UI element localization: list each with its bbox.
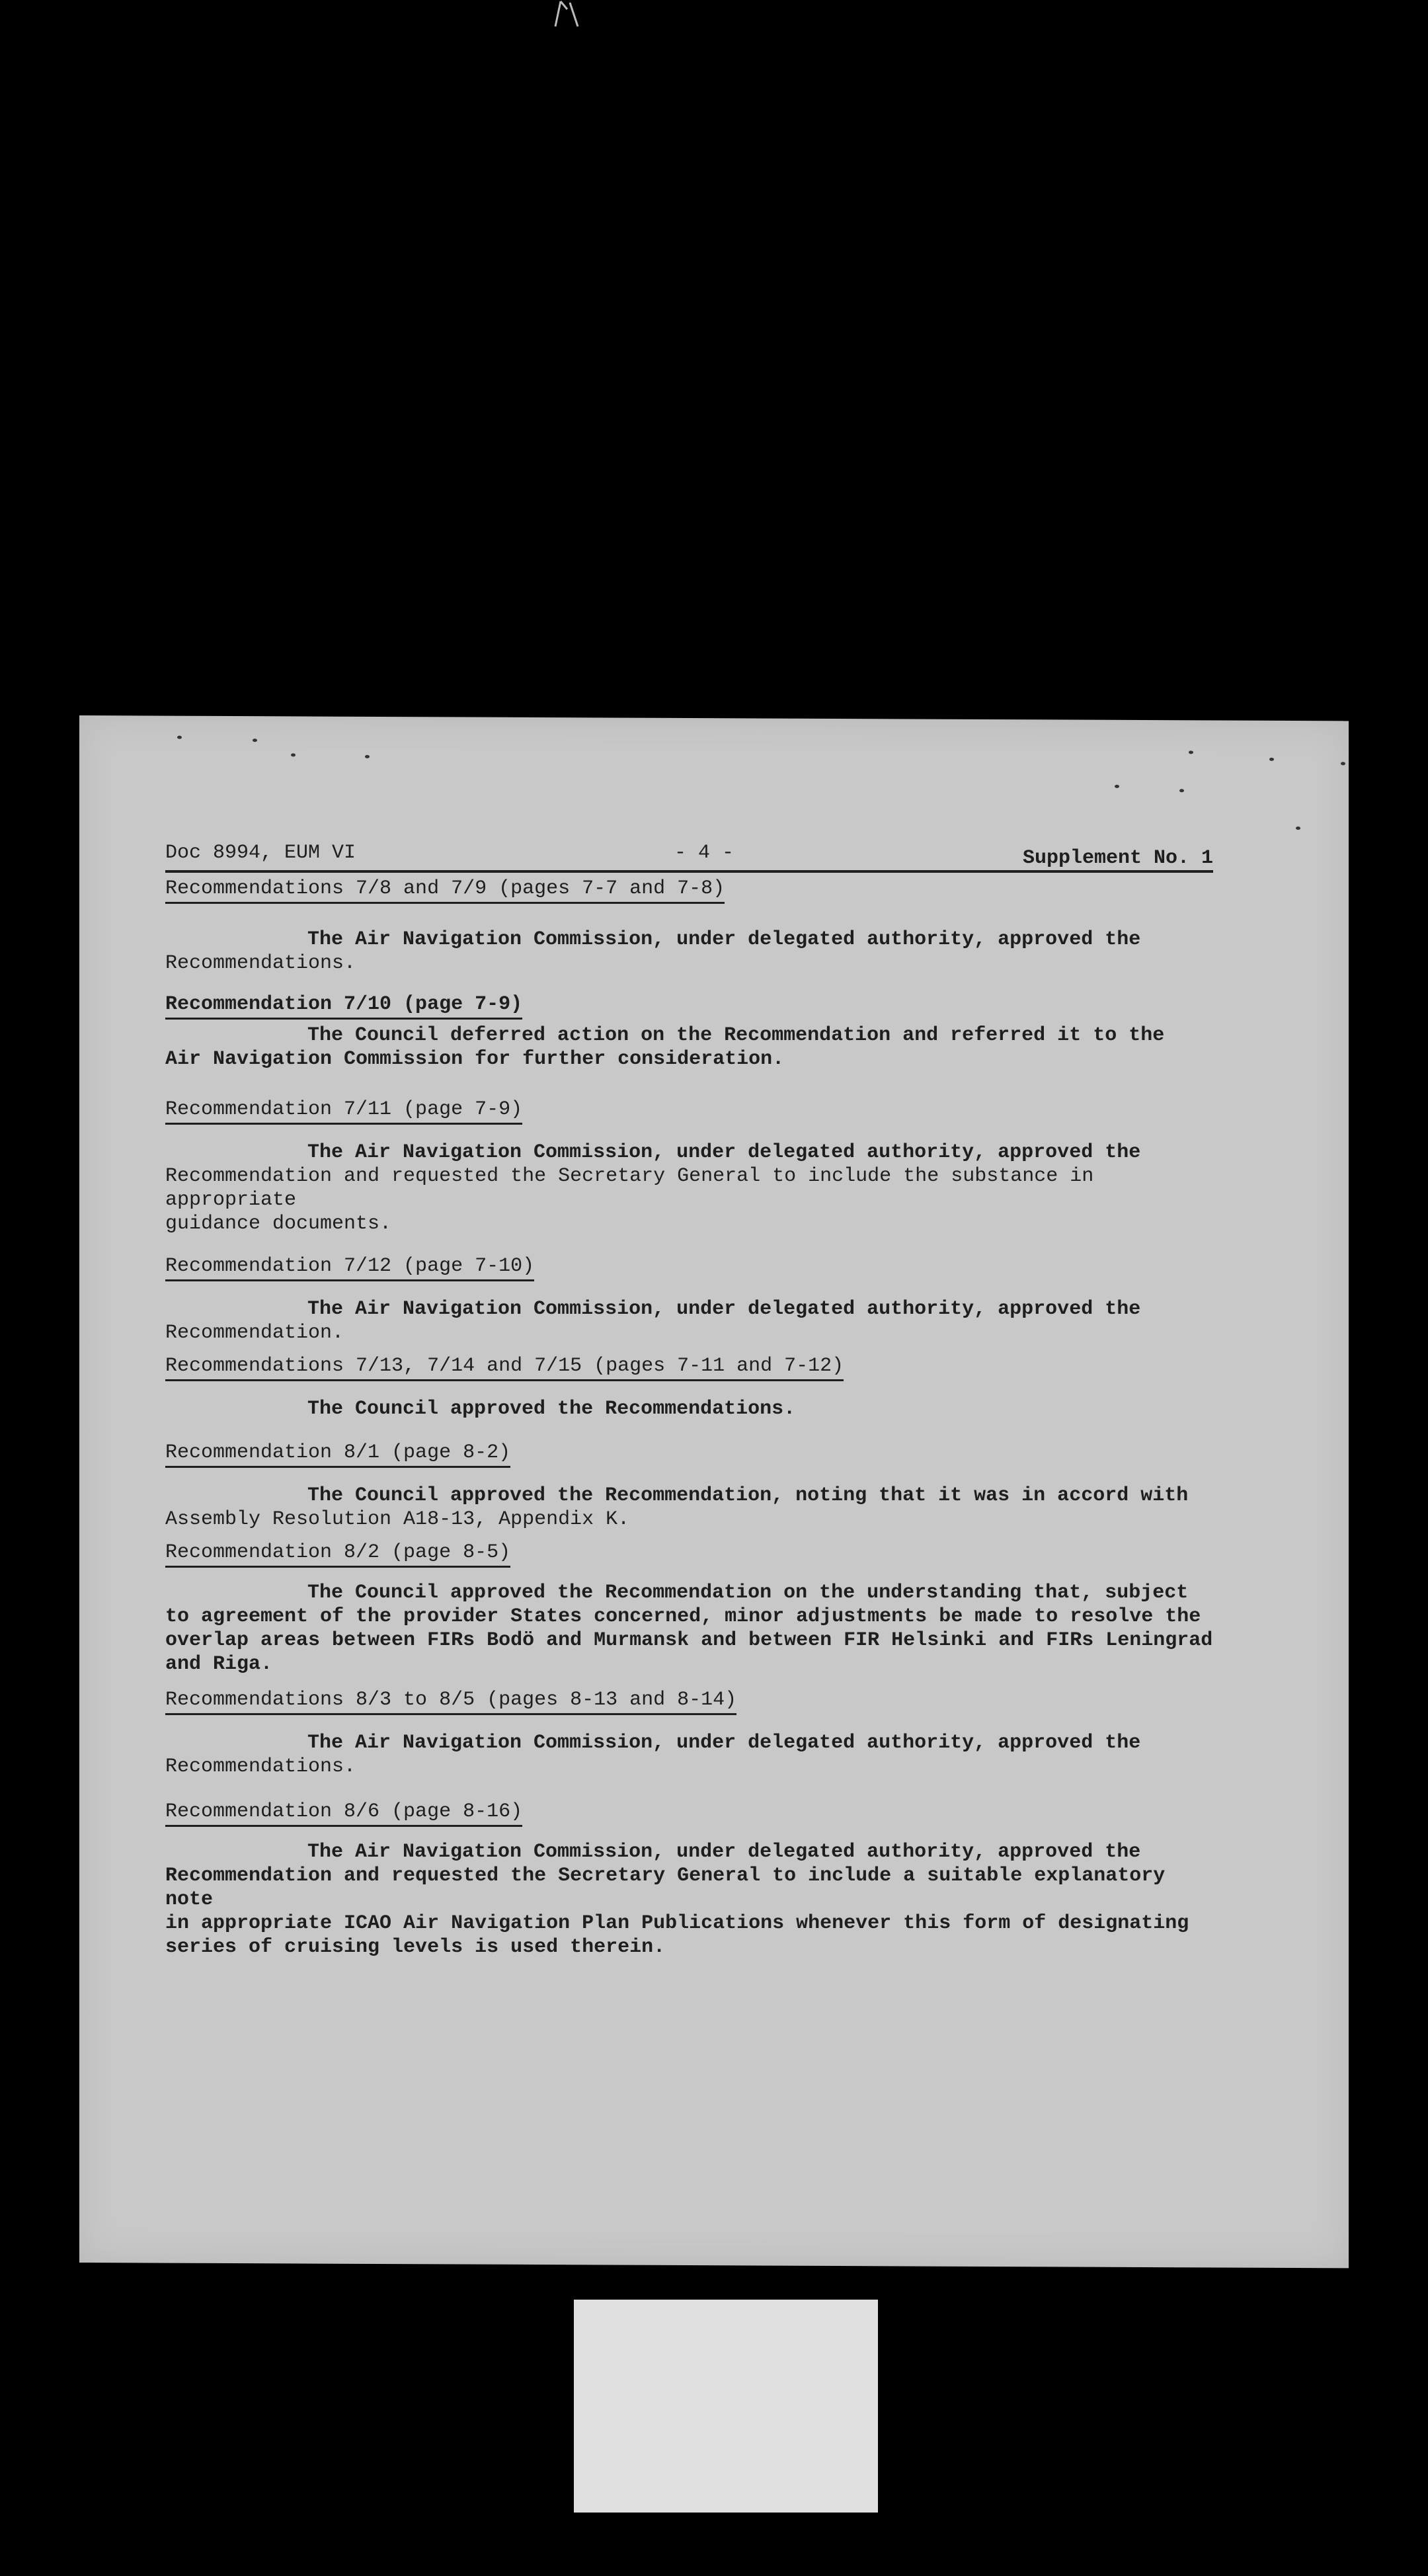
paragraph-line: to agreement of the provider States concerned, minor adjustments be made to resolve the xyxy=(165,1605,1201,1628)
paragraph-line: guidance documents. xyxy=(165,1213,392,1235)
paragraph-line: Recommendation and requested the Secretary General to include a suitable explanatory note xyxy=(165,1865,1177,1911)
section-heading: Recommendation 8/2 (page 8-5) xyxy=(165,1541,510,1568)
section-rec-8-2 xyxy=(165,1541,1223,1676)
blank-target-card xyxy=(574,2300,878,2513)
paper-specks xyxy=(79,715,1349,721)
section-heading: Recommendations 8/3 to 8/5 (pages 8-13 and 8-14) xyxy=(165,1688,736,1715)
section-rec-7-13 xyxy=(165,1354,1223,1421)
paragraph-line: in appropriate ICAO Air Navigation Plan Publications whenever this form of designating xyxy=(165,1912,1189,1935)
paragraph-line: The Council approved the Recommendations. xyxy=(307,1398,796,1420)
paragraph-line: Recommendations. xyxy=(165,952,356,975)
paragraph-line: The Air Navigation Commission, under delegated authority, approved the xyxy=(307,1298,1141,1320)
paragraph-line: The Council approved the Recommendation, noting that it was in accord with xyxy=(307,1484,1189,1507)
paragraph-line: The Air Navigation Commission, under delegated authority, approved the xyxy=(307,1732,1141,1754)
section-rec-8-6 xyxy=(165,1800,1223,1959)
paragraph-line: and Riga. xyxy=(165,1653,273,1675)
paragraph-line: The Air Navigation Commission, under delegated authority, approved the xyxy=(307,928,1141,951)
page-header xyxy=(165,840,1213,873)
paragraph-line: The Council approved the Recommendation on the understanding that, subject xyxy=(307,1582,1189,1604)
supplement-label: Supplement No. 1 xyxy=(1022,847,1213,869)
document-body xyxy=(165,840,1223,1959)
section-heading: Recommendations 7/8 and 7/9 (pages 7-7 and 7-8) xyxy=(165,877,725,904)
paragraph-line: Air Navigation Commission for further consideration. xyxy=(165,1048,785,1070)
section-rec-7-11 xyxy=(165,1098,1223,1236)
section-heading: Recommendation 7/12 (page 7-10) xyxy=(165,1254,534,1281)
paragraph-line: Recommendations. xyxy=(165,1755,356,1778)
film-scratch-mark xyxy=(549,0,595,30)
paragraph-line: Recommendation and requested the Secretary General to include the substance in appropriate xyxy=(165,1165,1106,1211)
paragraph-line: series of cruising levels is used therein. xyxy=(165,1936,666,1958)
section-rec-8-1 xyxy=(165,1441,1223,1531)
paragraph-line: Recommendation. xyxy=(165,1322,344,1344)
paragraph-line: Assembly Resolution A18-13, Appendix K. xyxy=(165,1508,630,1531)
page-number: - 4 - xyxy=(674,842,734,864)
paragraph-line: The Air Navigation Commission, under delegated authority, approved the xyxy=(307,1841,1141,1863)
section-heading: Recommendation 7/11 (page 7-9) xyxy=(165,1098,522,1125)
section-heading: Recommendation 8/1 (page 8-2) xyxy=(165,1441,510,1468)
doc-reference: Doc 8994, EUM VI xyxy=(165,842,356,864)
section-heading: Recommendation 7/10 (page 7-9) xyxy=(165,992,522,1020)
section-heading: Recommendations 7/13, 7/14 and 7/15 (pages 7-11 and 7-12) xyxy=(165,1354,844,1381)
section-rec-7-8 xyxy=(165,877,1223,975)
paragraph-line: The Council deferred action on the Recommendation and referred it to the xyxy=(307,1024,1165,1047)
section-rec-8-3 xyxy=(165,1688,1223,1779)
paragraph-line: overlap areas between FIRs Bodö and Murmansk and between FIR Helsinki and FIRs Leningrad xyxy=(165,1629,1213,1652)
section-heading: Recommendation 8/6 (page 8-16) xyxy=(165,1800,522,1827)
section-rec-7-10 xyxy=(165,992,1223,1071)
section-rec-7-12 xyxy=(165,1254,1223,1345)
paragraph-line: The Air Navigation Commission, under delegated authority, approved the xyxy=(307,1141,1141,1164)
